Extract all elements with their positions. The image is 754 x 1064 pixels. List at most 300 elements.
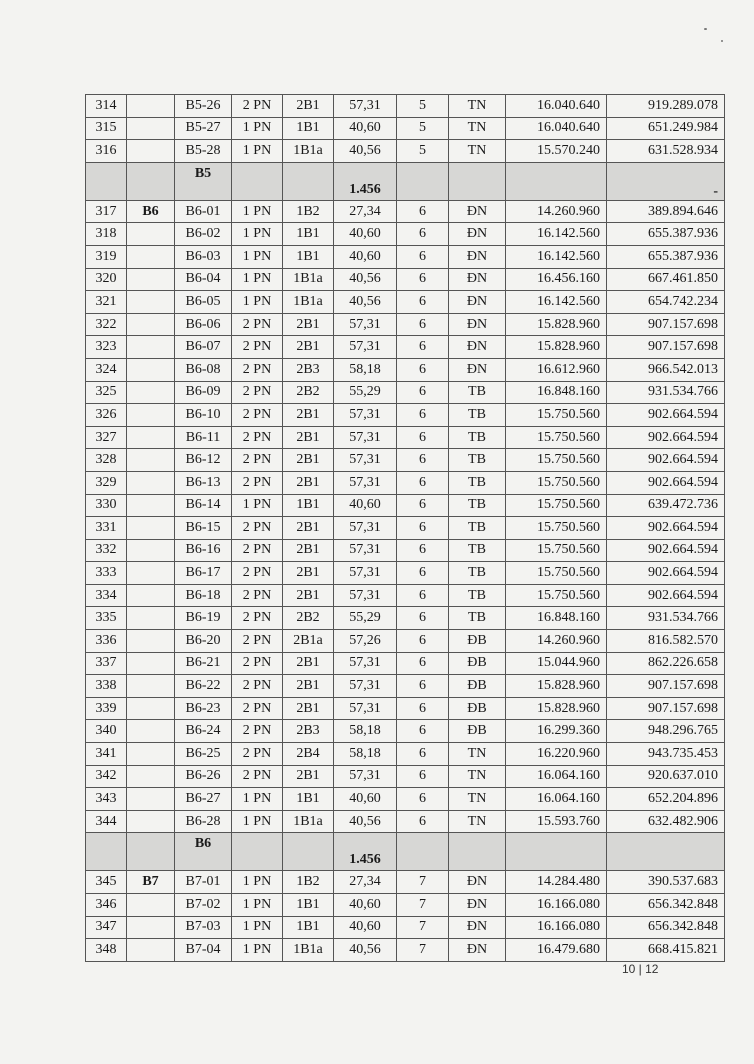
- total-price-cell: 816.582.570: [607, 630, 725, 653]
- scan-speck: [721, 40, 723, 42]
- unit-price-cell: 15.828.960: [506, 675, 607, 698]
- unit-price-cell: 15.750.560: [506, 539, 607, 562]
- direction-cell: TN: [449, 117, 506, 140]
- area-cell: 57,31: [334, 675, 397, 698]
- total-price-cell: 902.664.594: [607, 404, 725, 427]
- area-cell: 57,31: [334, 336, 397, 359]
- unit-code-cell: B6-23: [175, 697, 232, 720]
- floor-plan-cell: 2B1: [283, 313, 334, 336]
- direction-cell: ĐN: [449, 336, 506, 359]
- area-cell: 27,34: [334, 871, 397, 894]
- subtotal-total-cell: -: [607, 162, 725, 200]
- subtotal-area-cell: 1.456: [334, 833, 397, 871]
- bedroom-cell: 1 PN: [232, 268, 283, 291]
- block-cell: [127, 939, 175, 962]
- empty-cell: [449, 833, 506, 871]
- block-cell: [127, 140, 175, 163]
- unit-price-cell: 16.456.160: [506, 268, 607, 291]
- direction-cell: TB: [449, 517, 506, 540]
- direction-cell: ĐN: [449, 245, 506, 268]
- floor-cell: 6: [397, 449, 449, 472]
- block-cell: [127, 471, 175, 494]
- block-cell: [127, 630, 175, 653]
- apartment-price-table: [85, 94, 725, 962]
- row-number-cell: 319: [86, 245, 127, 268]
- table-row: [86, 871, 725, 894]
- empty-cell: [232, 162, 283, 200]
- unit-code-cell: B6-20: [175, 630, 232, 653]
- floor-plan-cell: 2B1: [283, 95, 334, 118]
- area-cell: 57,31: [334, 517, 397, 540]
- row-number-cell: 347: [86, 916, 127, 939]
- floor-cell: 6: [397, 223, 449, 246]
- direction-cell: TN: [449, 140, 506, 163]
- row-number-cell: 318: [86, 223, 127, 246]
- bedroom-cell: 2 PN: [232, 336, 283, 359]
- subtotal-area-cell: 1.456: [334, 162, 397, 200]
- table-row: [86, 268, 725, 291]
- total-price-cell: 931.534.766: [607, 381, 725, 404]
- total-price-cell: 389.894.646: [607, 200, 725, 223]
- unit-code-cell: B6-05: [175, 291, 232, 314]
- block-cell: [127, 562, 175, 585]
- direction-cell: TB: [449, 471, 506, 494]
- unit-price-cell: 16.064.160: [506, 765, 607, 788]
- unit-code-cell: B6-16: [175, 539, 232, 562]
- row-number-cell: 338: [86, 675, 127, 698]
- table-row: [86, 358, 725, 381]
- floor-plan-cell: 2B2: [283, 607, 334, 630]
- block-cell: [127, 381, 175, 404]
- unit-code-cell: B6-27: [175, 788, 232, 811]
- direction-cell: TB: [449, 449, 506, 472]
- table-row: [86, 743, 725, 766]
- row-number-cell: 326: [86, 404, 127, 427]
- block-cell: [127, 652, 175, 675]
- table-row: [86, 675, 725, 698]
- direction-cell: ĐB: [449, 630, 506, 653]
- floor-plan-cell: 1B2: [283, 871, 334, 894]
- area-cell: 57,31: [334, 426, 397, 449]
- area-cell: 57,31: [334, 562, 397, 585]
- table-row: [86, 697, 725, 720]
- floor-plan-cell: 2B3: [283, 358, 334, 381]
- area-cell: 57,26: [334, 630, 397, 653]
- scan-speck: [704, 28, 707, 30]
- floor-plan-cell: 2B1: [283, 517, 334, 540]
- table-body: [86, 95, 725, 962]
- direction-cell: TN: [449, 743, 506, 766]
- area-cell: 40,60: [334, 245, 397, 268]
- block-cell: [127, 95, 175, 118]
- table-row: [86, 939, 725, 962]
- area-cell: 40,60: [334, 894, 397, 917]
- bedroom-cell: 2 PN: [232, 743, 283, 766]
- row-number-cell: 317: [86, 200, 127, 223]
- unit-code-cell: B6-14: [175, 494, 232, 517]
- floor-cell: 7: [397, 939, 449, 962]
- block-cell: [127, 117, 175, 140]
- block-cell: [127, 336, 175, 359]
- floor-plan-cell: 2B1: [283, 471, 334, 494]
- table-row: [86, 313, 725, 336]
- unit-code-cell: B6-26: [175, 765, 232, 788]
- empty-cell: [86, 833, 127, 871]
- direction-cell: TN: [449, 765, 506, 788]
- row-number-cell: 320: [86, 268, 127, 291]
- total-price-cell: 919.289.078: [607, 95, 725, 118]
- block-cell: [127, 675, 175, 698]
- unit-price-cell: 15.593.760: [506, 810, 607, 833]
- floor-cell: 6: [397, 426, 449, 449]
- total-price-cell: 656.342.848: [607, 916, 725, 939]
- floor-plan-cell: 1B1a: [283, 291, 334, 314]
- row-number-cell: 333: [86, 562, 127, 585]
- floor-cell: 7: [397, 894, 449, 917]
- total-price-cell: 931.534.766: [607, 607, 725, 630]
- block-cell: [127, 584, 175, 607]
- unit-price-cell: 15.570.240: [506, 140, 607, 163]
- floor-cell: 6: [397, 788, 449, 811]
- block-cell: B7: [127, 871, 175, 894]
- direction-cell: TB: [449, 426, 506, 449]
- table-row: [86, 720, 725, 743]
- direction-cell: ĐN: [449, 200, 506, 223]
- total-price-cell: 902.664.594: [607, 584, 725, 607]
- bedroom-cell: 1 PN: [232, 916, 283, 939]
- table-row: [86, 140, 725, 163]
- table-row: [86, 788, 725, 811]
- empty-cell: [397, 833, 449, 871]
- floor-plan-cell: 2B1a: [283, 630, 334, 653]
- floor-cell: 6: [397, 313, 449, 336]
- floor-plan-cell: 2B2: [283, 381, 334, 404]
- floor-cell: 6: [397, 675, 449, 698]
- floor-cell: 6: [397, 584, 449, 607]
- floor-plan-cell: 1B1: [283, 223, 334, 246]
- floor-cell: 6: [397, 607, 449, 630]
- total-price-cell: 902.664.594: [607, 449, 725, 472]
- total-price-cell: 390.537.683: [607, 871, 725, 894]
- bedroom-cell: 1 PN: [232, 223, 283, 246]
- bedroom-cell: 1 PN: [232, 117, 283, 140]
- total-price-cell: 668.415.821: [607, 939, 725, 962]
- bedroom-cell: 1 PN: [232, 291, 283, 314]
- floor-cell: 7: [397, 916, 449, 939]
- direction-cell: TB: [449, 607, 506, 630]
- empty-cell: [86, 162, 127, 200]
- area-cell: 40,56: [334, 140, 397, 163]
- unit-code-cell: B7-03: [175, 916, 232, 939]
- unit-price-cell: 15.828.960: [506, 336, 607, 359]
- floor-cell: 6: [397, 562, 449, 585]
- row-number-cell: 337: [86, 652, 127, 675]
- total-price-cell: 966.542.013: [607, 358, 725, 381]
- row-number-cell: 339: [86, 697, 127, 720]
- block-cell: [127, 894, 175, 917]
- row-number-cell: 336: [86, 630, 127, 653]
- total-price-cell: 902.664.594: [607, 471, 725, 494]
- total-price-cell: 907.157.698: [607, 675, 725, 698]
- area-cell: 57,31: [334, 95, 397, 118]
- floor-plan-cell: 1B1: [283, 916, 334, 939]
- total-price-cell: 907.157.698: [607, 313, 725, 336]
- subtotal-label-cell: B6: [175, 833, 232, 871]
- total-price-cell: 656.342.848: [607, 894, 725, 917]
- total-price-cell: 902.664.594: [607, 517, 725, 540]
- unit-price-cell: 16.166.080: [506, 894, 607, 917]
- table-row: [86, 245, 725, 268]
- area-cell: 57,31: [334, 539, 397, 562]
- direction-cell: ĐN: [449, 916, 506, 939]
- bedroom-cell: 1 PN: [232, 200, 283, 223]
- floor-plan-cell: 1B1: [283, 245, 334, 268]
- bedroom-cell: 1 PN: [232, 788, 283, 811]
- direction-cell: TN: [449, 810, 506, 833]
- block-cell: [127, 810, 175, 833]
- direction-cell: TB: [449, 381, 506, 404]
- unit-code-cell: B6-11: [175, 426, 232, 449]
- unit-price-cell: 16.064.160: [506, 788, 607, 811]
- floor-cell: 5: [397, 95, 449, 118]
- area-cell: 40,56: [334, 810, 397, 833]
- bedroom-cell: 2 PN: [232, 517, 283, 540]
- bedroom-cell: 1 PN: [232, 894, 283, 917]
- bedroom-cell: 2 PN: [232, 720, 283, 743]
- floor-plan-cell: 1B1a: [283, 140, 334, 163]
- table-row: [86, 404, 725, 427]
- bedroom-cell: 2 PN: [232, 539, 283, 562]
- block-cell: [127, 291, 175, 314]
- area-cell: 57,31: [334, 765, 397, 788]
- area-cell: 27,34: [334, 200, 397, 223]
- total-price-cell: 907.157.698: [607, 697, 725, 720]
- direction-cell: TB: [449, 584, 506, 607]
- table-row: [86, 607, 725, 630]
- row-number-cell: 314: [86, 95, 127, 118]
- unit-price-cell: 14.260.960: [506, 630, 607, 653]
- direction-cell: TB: [449, 562, 506, 585]
- unit-price-cell: 15.828.960: [506, 313, 607, 336]
- table-row: [86, 117, 725, 140]
- row-number-cell: 322: [86, 313, 127, 336]
- row-number-cell: 341: [86, 743, 127, 766]
- bedroom-cell: 2 PN: [232, 358, 283, 381]
- unit-price-cell: 16.142.560: [506, 245, 607, 268]
- floor-cell: 6: [397, 494, 449, 517]
- floor-cell: 6: [397, 652, 449, 675]
- area-cell: 40,56: [334, 291, 397, 314]
- row-number-cell: 343: [86, 788, 127, 811]
- unit-price-cell: 16.848.160: [506, 607, 607, 630]
- table-row: [86, 630, 725, 653]
- floor-cell: 6: [397, 291, 449, 314]
- bedroom-cell: 2 PN: [232, 381, 283, 404]
- floor-cell: 5: [397, 140, 449, 163]
- unit-code-cell: B6-08: [175, 358, 232, 381]
- table-row: [86, 381, 725, 404]
- direction-cell: TN: [449, 788, 506, 811]
- block-cell: [127, 539, 175, 562]
- total-price-cell: 631.528.934: [607, 140, 725, 163]
- floor-cell: 6: [397, 381, 449, 404]
- block-cell: [127, 788, 175, 811]
- unit-code-cell: B6-01: [175, 200, 232, 223]
- row-number-cell: 325: [86, 381, 127, 404]
- block-cell: [127, 494, 175, 517]
- block-cell: [127, 223, 175, 246]
- direction-cell: ĐN: [449, 871, 506, 894]
- table-row: [86, 539, 725, 562]
- empty-cell: [506, 162, 607, 200]
- block-cell: [127, 607, 175, 630]
- unit-code-cell: B6-06: [175, 313, 232, 336]
- block-cell: [127, 720, 175, 743]
- bedroom-cell: 2 PN: [232, 652, 283, 675]
- table-row: [86, 95, 725, 118]
- subtotal-row: [86, 162, 725, 200]
- subtotal-row: [86, 833, 725, 871]
- bedroom-cell: 2 PN: [232, 471, 283, 494]
- unit-code-cell: B5-27: [175, 117, 232, 140]
- unit-price-cell: 16.166.080: [506, 916, 607, 939]
- floor-cell: 6: [397, 404, 449, 427]
- area-cell: 40,60: [334, 494, 397, 517]
- floor-plan-cell: 2B3: [283, 720, 334, 743]
- table-row: [86, 449, 725, 472]
- floor-plan-cell: 2B1: [283, 765, 334, 788]
- unit-price-cell: 15.750.560: [506, 404, 607, 427]
- unit-price-cell: 16.040.640: [506, 95, 607, 118]
- area-cell: 57,31: [334, 584, 397, 607]
- bedroom-cell: 2 PN: [232, 584, 283, 607]
- unit-code-cell: B6-28: [175, 810, 232, 833]
- subtotal-total-cell: [607, 833, 725, 871]
- unit-code-cell: B6-12: [175, 449, 232, 472]
- floor-plan-cell: 1B1a: [283, 810, 334, 833]
- floor-plan-cell: 1B1a: [283, 268, 334, 291]
- bedroom-cell: 2 PN: [232, 630, 283, 653]
- table-row: [86, 562, 725, 585]
- row-number-cell: 323: [86, 336, 127, 359]
- direction-cell: ĐB: [449, 652, 506, 675]
- unit-code-cell: B6-24: [175, 720, 232, 743]
- empty-cell: [127, 162, 175, 200]
- floor-plan-cell: 2B4: [283, 743, 334, 766]
- row-number-cell: 327: [86, 426, 127, 449]
- total-price-cell: 652.204.896: [607, 788, 725, 811]
- total-price-cell: 655.387.936: [607, 223, 725, 246]
- direction-cell: TN: [449, 95, 506, 118]
- row-number-cell: 332: [86, 539, 127, 562]
- block-cell: [127, 743, 175, 766]
- table-row: [86, 291, 725, 314]
- row-number-cell: 340: [86, 720, 127, 743]
- total-price-cell: 862.226.658: [607, 652, 725, 675]
- bedroom-cell: 2 PN: [232, 449, 283, 472]
- unit-code-cell: B6-04: [175, 268, 232, 291]
- unit-price-cell: 16.142.560: [506, 223, 607, 246]
- floor-cell: 6: [397, 358, 449, 381]
- total-price-cell: 907.157.698: [607, 336, 725, 359]
- unit-price-cell: 16.299.360: [506, 720, 607, 743]
- area-cell: 57,31: [334, 449, 397, 472]
- direction-cell: ĐB: [449, 720, 506, 743]
- table-row: [86, 517, 725, 540]
- floor-cell: 6: [397, 720, 449, 743]
- floor-cell: 6: [397, 200, 449, 223]
- floor-plan-cell: 1B1: [283, 788, 334, 811]
- bedroom-cell: 1 PN: [232, 494, 283, 517]
- table-row: [86, 200, 725, 223]
- floor-plan-cell: 1B2: [283, 200, 334, 223]
- block-cell: [127, 517, 175, 540]
- bedroom-cell: 1 PN: [232, 140, 283, 163]
- floor-plan-cell: 2B1: [283, 697, 334, 720]
- table-row: [86, 336, 725, 359]
- floor-plan-cell: 1B1: [283, 117, 334, 140]
- bedroom-cell: 2 PN: [232, 765, 283, 788]
- row-number-cell: 334: [86, 584, 127, 607]
- row-number-cell: 324: [86, 358, 127, 381]
- floor-cell: 6: [397, 471, 449, 494]
- total-price-cell: 902.664.594: [607, 426, 725, 449]
- row-number-cell: 329: [86, 471, 127, 494]
- area-cell: 55,29: [334, 607, 397, 630]
- unit-code-cell: B6-25: [175, 743, 232, 766]
- table-row: [86, 494, 725, 517]
- unit-price-cell: 15.750.560: [506, 517, 607, 540]
- unit-code-cell: B7-04: [175, 939, 232, 962]
- floor-plan-cell: 2B1: [283, 404, 334, 427]
- floor-cell: 6: [397, 743, 449, 766]
- row-number-cell: 348: [86, 939, 127, 962]
- bedroom-cell: 2 PN: [232, 675, 283, 698]
- unit-code-cell: B6-13: [175, 471, 232, 494]
- floor-plan-cell: 1B1a: [283, 939, 334, 962]
- floor-cell: 6: [397, 697, 449, 720]
- floor-plan-cell: 2B1: [283, 426, 334, 449]
- unit-price-cell: 15.750.560: [506, 449, 607, 472]
- bedroom-cell: 2 PN: [232, 607, 283, 630]
- total-price-cell: 654.742.234: [607, 291, 725, 314]
- floor-cell: 6: [397, 268, 449, 291]
- bedroom-cell: 2 PN: [232, 95, 283, 118]
- total-price-cell: 902.664.594: [607, 562, 725, 585]
- unit-code-cell: B6-03: [175, 245, 232, 268]
- row-number-cell: 316: [86, 140, 127, 163]
- block-cell: [127, 358, 175, 381]
- area-cell: 40,56: [334, 268, 397, 291]
- bedroom-cell: 2 PN: [232, 426, 283, 449]
- direction-cell: ĐN: [449, 291, 506, 314]
- empty-cell: [397, 162, 449, 200]
- table-row: [86, 223, 725, 246]
- unit-code-cell: B6-07: [175, 336, 232, 359]
- total-price-cell: 651.249.984: [607, 117, 725, 140]
- area-cell: 55,29: [334, 381, 397, 404]
- area-cell: 57,31: [334, 313, 397, 336]
- table-row: [86, 584, 725, 607]
- unit-code-cell: B5-26: [175, 95, 232, 118]
- area-cell: 57,31: [334, 471, 397, 494]
- unit-price-cell: 16.612.960: [506, 358, 607, 381]
- floor-cell: 6: [397, 765, 449, 788]
- unit-price-cell: 14.284.480: [506, 871, 607, 894]
- floor-plan-cell: 1B1: [283, 494, 334, 517]
- bedroom-cell: 1 PN: [232, 245, 283, 268]
- total-price-cell: 948.296.765: [607, 720, 725, 743]
